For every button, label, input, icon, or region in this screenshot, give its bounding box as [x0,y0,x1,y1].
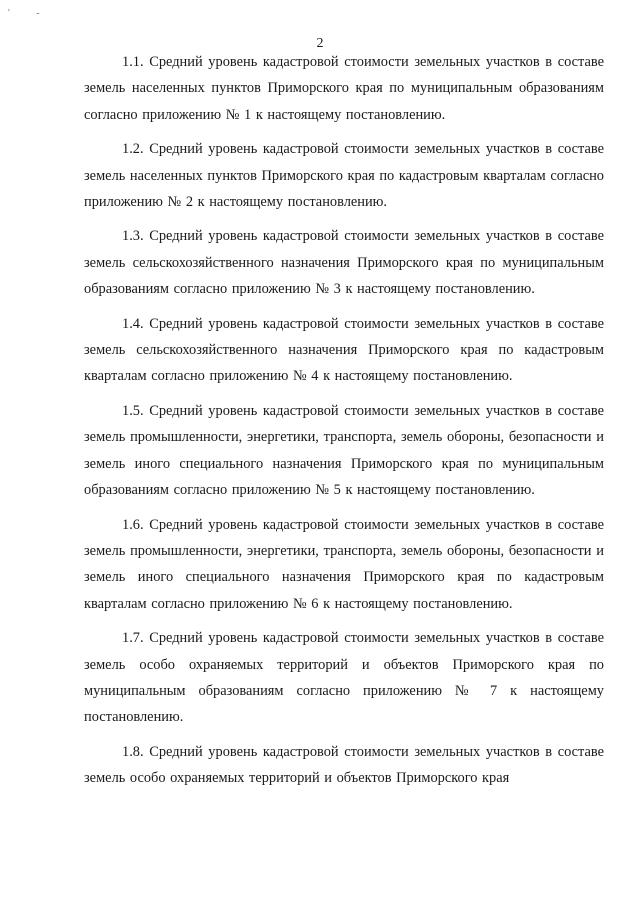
paragraph-1-1: 1.1. Средний уровень кадастровой стоимости земельных участков в составе земель населенных пунктов Приморского края по муниципальным образованиям согласно приложению № 1 к настоящему постановлению. [84,54,604,123]
paragraph-1-3: 1.3. Средний уровень кадастровой стоимости земельных участков в составе земель сельскохозяйственного назначения Приморского края по муниципальным образованиям согласно приложению № 3 к настоящему постановлению. [84,228,604,298]
paragraph-1-5: 1.5. Средний уровень кадастровой стоимости земельных участков в составе земель промышленности, энергетики, транспорта, земель обороны, безопасности и земель иного специального назначения Приморского края по муниципальным образованиям согласно приложению № 5 к настоящему постановлению. [84,402,604,499]
paragraph-1-8: 1.8. Средний уровень кадастровой стоимости земельных участков в составе земель особо охраняемых территорий и объектов Приморского края [84,743,604,787]
paragraph-1-2: 1.2. Средний уровень кадастровой стоимости земельных участков в составе земель населенных пунктов Приморского края по кадастровым кварталам согласно приложению № 2 к настоящему постановлению. [84,141,604,211]
paragraph-1-7: 1.7. Средний уровень кадастровой стоимости земельных участков в составе земель особо охраняемых территорий и объектов Приморского края по муниципальным образованиям согласно приложению № 7 к настоящему постановлению. [84,630,604,726]
paragraph-1-6: 1.6. Средний уровень кадастровой стоимости земельных участков в составе земель промышленности, энергетики, транспорта, земель обороны, безопасности и земель иного специального назначения Приморского края по кадастровым кварталам согласно приложению № 6 к настоящему постановлению. [84,516,604,612]
paragraph-1-4: 1.4. Средний уровень кадастровой стоимости земельных участков в составе земель сельскохозяйственного назначения Приморского края по кадастровым кварталам согласно приложению № 4 к настоящему постановлению. [84,315,604,385]
document-body [84,49,604,800]
scan-corner-marks: ' ‑ [8,8,52,19]
page-number: 2 [316,36,324,51]
